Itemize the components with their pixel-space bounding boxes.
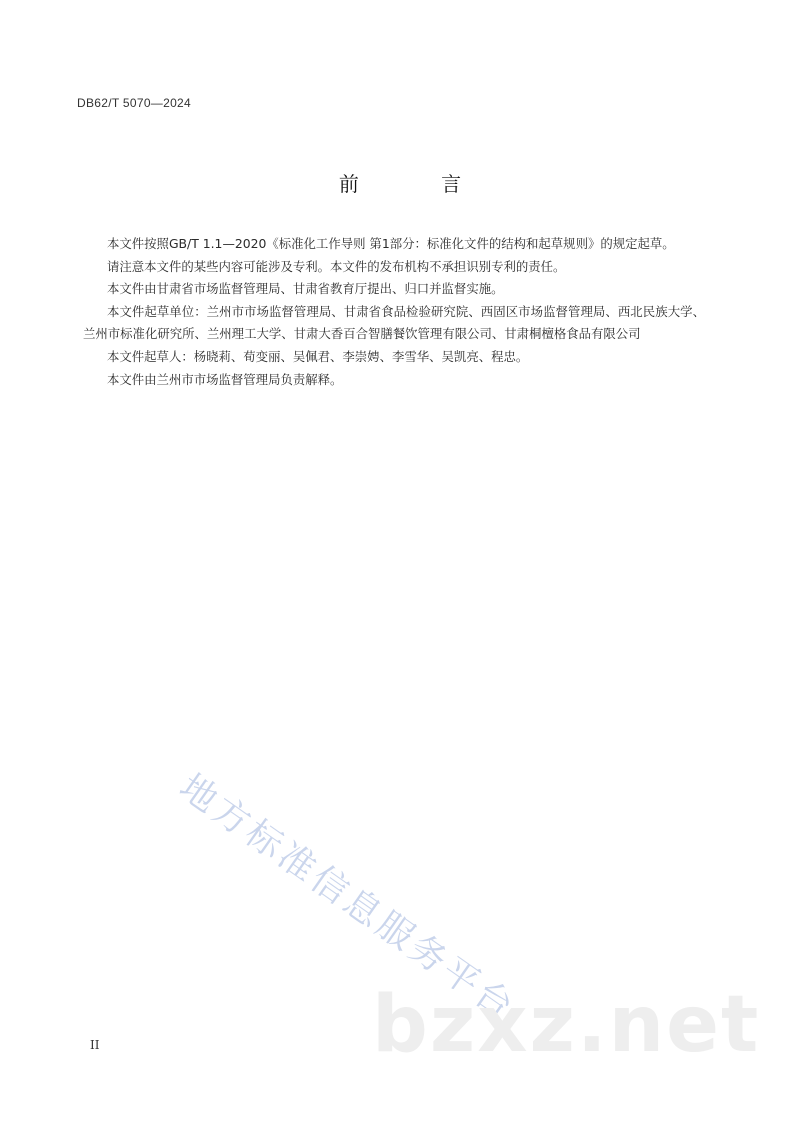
page-title: 前 言 bbox=[338, 172, 500, 196]
document-code: DB62/T 5070—2024 bbox=[77, 96, 191, 110]
foreword-body bbox=[83, 233, 705, 391]
paragraph-drafters: 本文件起草人：杨晓莉、荀变丽、吴佩君、李崇娉、李雪华、吴凯亮、程忠。 bbox=[107, 348, 529, 364]
paragraph-patent-notice: 请注意本文件的某些内容可能涉及专利。本文件的发布机构不承担识别专利的责任。 bbox=[107, 258, 566, 274]
page-number: II bbox=[90, 1038, 100, 1052]
paragraph-proposer: 本文件由甘肃省市场监督管理局、甘肃省教育厅提出、归口并监督实施。 bbox=[107, 281, 504, 297]
paragraph-drafting-rules: 本文件按照GB/T 1.1—2020《标准化工作导则 第1部分：标准化文件的结构和起草规则》的规定起草。 bbox=[107, 236, 675, 251]
watermark-site: bzxz.net bbox=[372, 980, 761, 1070]
paragraph-drafting-units: 本文件起草单位：兰州市市场监督管理局、甘肃省食品检验研究院、西固区市场监督管理局、西北民族大学、兰州市标准化研究所、兰州理工大学、甘肃大香百合智膳餐饮管理有限公司、甘肃桐檀格食品有限公司 bbox=[83, 303, 705, 342]
watermark-platform: 地方标准信息服务平台 bbox=[171, 766, 524, 1030]
paragraph-interpretation: 本文件由兰州市市场监督管理局负责解释。 bbox=[107, 371, 343, 387]
